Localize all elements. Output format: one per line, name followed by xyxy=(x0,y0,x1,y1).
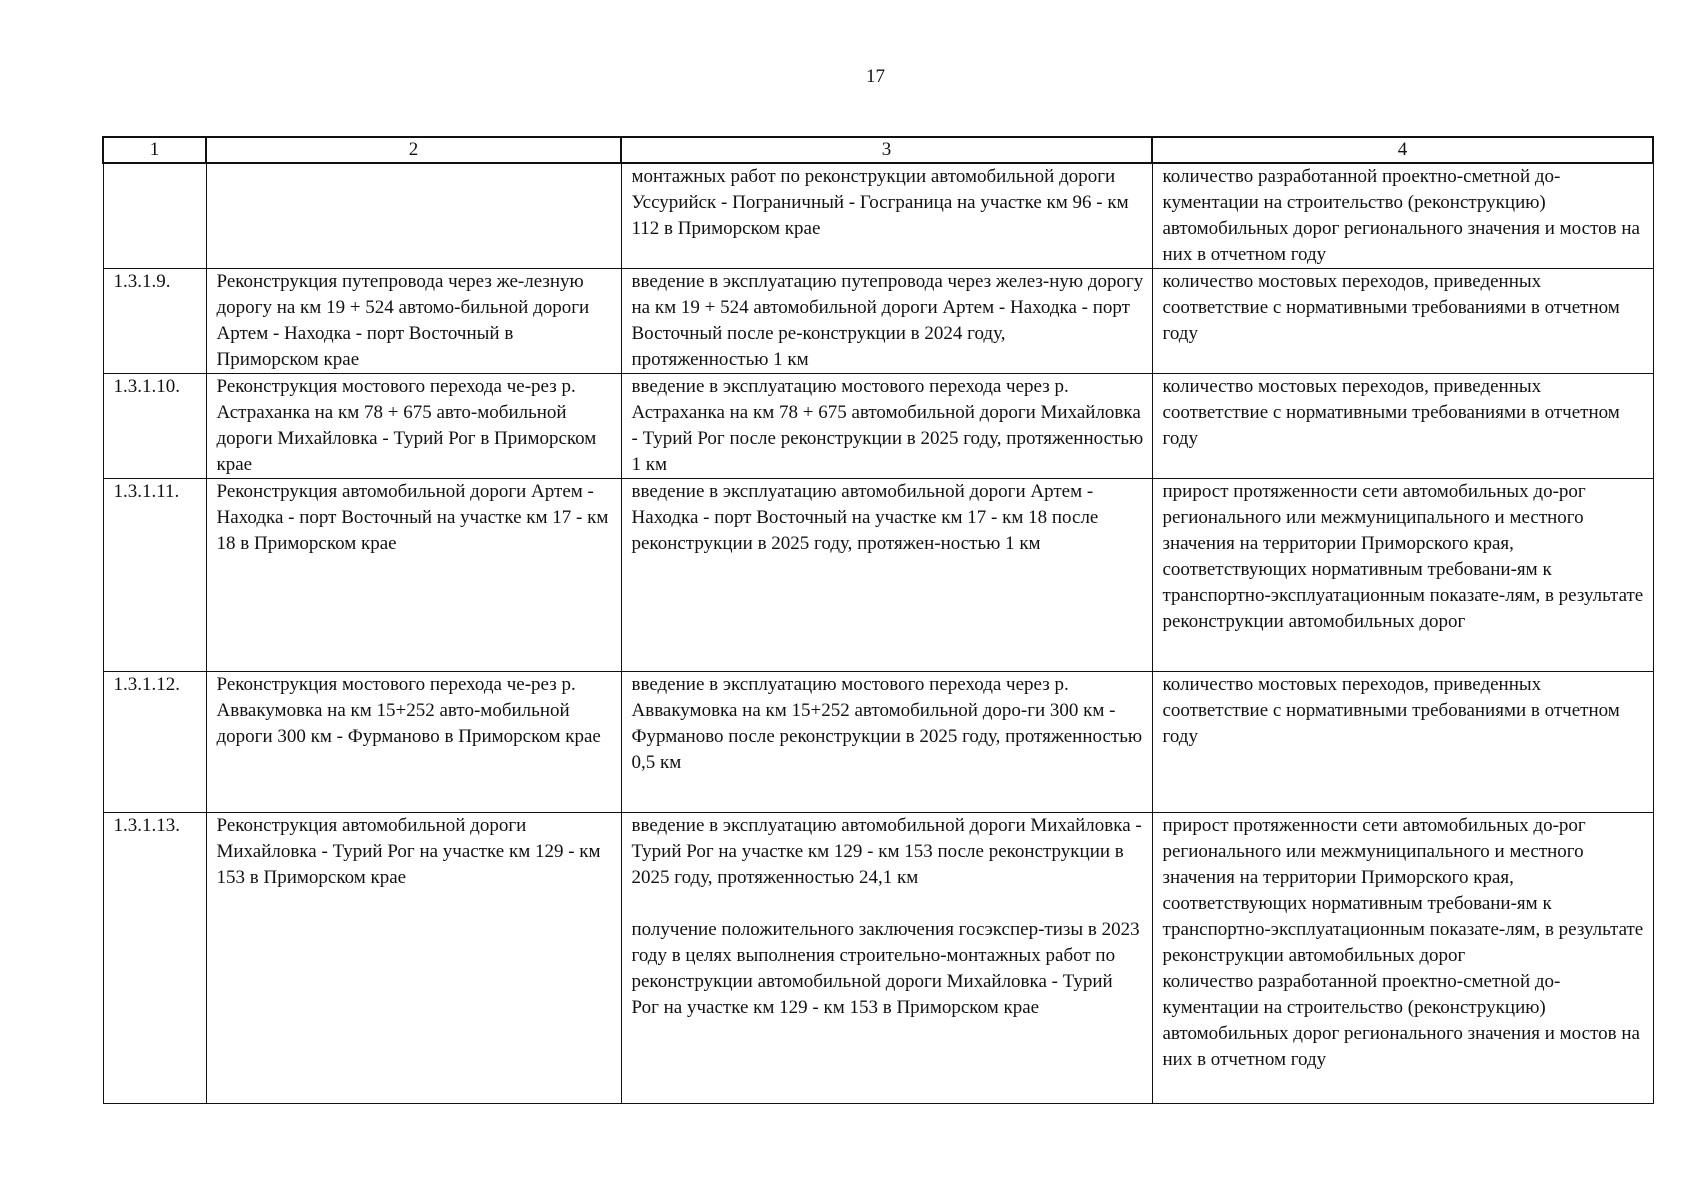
measure-name-cell: Реконструкция мостового перехода че-рез р. Астраханка на км 78 + 675 авто-мобильной дороги Михайловка - Турий Рог в Приморском крае xyxy=(206,374,621,479)
data-table xyxy=(102,136,1654,1104)
result-text: введение в эксплуатацию мостового перехода через р. Астраханка на км 78 + 675 автомобильной дороги Михайловка - Турий Рог после реконструкции в 2025 году, протяженностью 1 км xyxy=(631,376,1144,475)
indicator-text: прирост протяженности сети автомобильных до-рог регионального или межмуниципального и местного значения на территории Приморского края, соответствующих нормативным требовани-ям к транспортно-эксплуатационным показате-лям, в результате реконструкции автомобильных дорог xyxy=(1162,481,1644,632)
table-header-row xyxy=(103,137,1653,163)
measure-name-cell: Реконструкция автомобильной дороги Артем - Находка - порт Восточный на участке км 17 - км 18 в Приморском крае xyxy=(206,479,621,672)
row-number-cell: 1.3.1.13. xyxy=(103,813,206,1104)
page-number: 17 xyxy=(866,66,885,87)
measure-name-cell: Реконструкция автомобильной дороги Михайловка - Турий Рог на участке км 129 - км 153 в Приморском крае xyxy=(206,813,621,1104)
row-number-cell: 1.3.1.9. xyxy=(103,269,206,374)
result-text: введение в эксплуатацию мостового перехода через р. Аввакумовка на км 15+252 автомобильной доро-ги 300 км - Фурманово после реконструкции в 2025 году, протяженностью 0,5 км xyxy=(631,674,1143,773)
result-cell xyxy=(621,479,1152,672)
measure-name-cell: Реконструкция мостового перехода че-рез р. Аввакумовка на км 15+252 авто-мобильной дороги 300 км - Фурманово в Приморском крае xyxy=(206,672,621,813)
row-number-cell: 1.3.1.11. xyxy=(103,479,206,672)
table-row xyxy=(103,672,1653,813)
table-row xyxy=(103,374,1653,479)
indicator-text: количество мостовых переходов, приведенных соответствие с нормативными требованиями в отчетном году xyxy=(1162,674,1620,747)
indicator-text: количество мостовых переходов, приведенных соответствие с нормативными требованиями в отчетном году xyxy=(1162,271,1620,344)
column-header-4: 4 xyxy=(1152,137,1653,163)
indicator-cell xyxy=(1152,374,1653,479)
result-cell xyxy=(621,374,1152,479)
indicator-cell xyxy=(1152,479,1653,672)
row-number-cell: 1.3.1.12. xyxy=(103,672,206,813)
indicator-text: прирост протяженности сети автомобильных до-рог регионального или межмуниципального и местного значения на территории Приморского края, соответствующих нормативным требовани-ям к транспортно-эксплуатационным показате-лям, в результате реконструкции автомобильных дорог xyxy=(1162,815,1644,966)
result-text: введение в эксплуатацию автомобильной дороги Михайловка - Турий Рог на участке км 129 - км 153 после реконструкции в 2025 году, протяженностью 24,1 км xyxy=(631,815,1142,888)
result-text: получение положительного заключения госэкспер-тизы в 2023 году в целях выполнения строительно-монтажных работ по реконструкции автомобильной дороги Михайловка - Турий Рог на участке км 129 - км 153 в Приморском крае xyxy=(631,919,1140,1018)
indicator-cell xyxy=(1152,813,1653,1104)
result-cell xyxy=(621,813,1152,1104)
indicator-text: количество разработанной проектно-сметной до-кументации на строительство (реконструкцию) автомобильных дорог регионального значения и мостов на них в отчетном году xyxy=(1162,971,1640,1070)
indicator-cell xyxy=(1152,672,1653,813)
result-text: введение в эксплуатацию путепровода через желез-ную дорогу на км 19 + 524 автомобильной дороги Артем - Находка - порт Восточный после ре-конструкции в 2024 году, протяженностью 1 км xyxy=(631,271,1144,370)
measure-name-cell xyxy=(206,163,621,269)
indicator-text: количество мостовых переходов, приведенных соответствие с нормативными требованиями в отчетном году xyxy=(1162,376,1620,449)
table-row xyxy=(103,163,1653,269)
table-row xyxy=(103,813,1653,1104)
result-text: введение в эксплуатацию автомобильной дороги Артем - Находка - порт Восточный на участке км 17 - км 18 после реконструкции в 2025 году, протяжен-ностью 1 км xyxy=(631,481,1099,554)
measure-name-cell: Реконструкция путепровода через же-лезную дорогу на км 19 + 524 автомо-бильной дороги Артем - Находка - порт Восточный в Приморском крае xyxy=(206,269,621,374)
result-cell xyxy=(621,269,1152,374)
row-number-cell xyxy=(103,163,206,269)
indicator-cell xyxy=(1152,269,1653,374)
indicator-cell xyxy=(1152,163,1653,269)
indicator-text: количество разработанной проектно-сметной до-кументации на строительство (реконструкцию) автомобильных дорог регионального значения и мостов на них в отчетном году xyxy=(1162,166,1640,265)
column-header-3: 3 xyxy=(621,137,1152,163)
result-cell xyxy=(621,163,1152,269)
column-header-2: 2 xyxy=(206,137,621,163)
result-text: монтажных работ по реконструкции автомобильной дороги Уссурийск - Пограничный - Госграница на участке км 96 - км 112 в Приморском крае xyxy=(631,166,1129,239)
column-header-1: 1 xyxy=(103,137,206,163)
row-number-cell: 1.3.1.10. xyxy=(103,374,206,479)
result-cell xyxy=(621,672,1152,813)
table-row xyxy=(103,269,1653,374)
table-row xyxy=(103,479,1653,672)
